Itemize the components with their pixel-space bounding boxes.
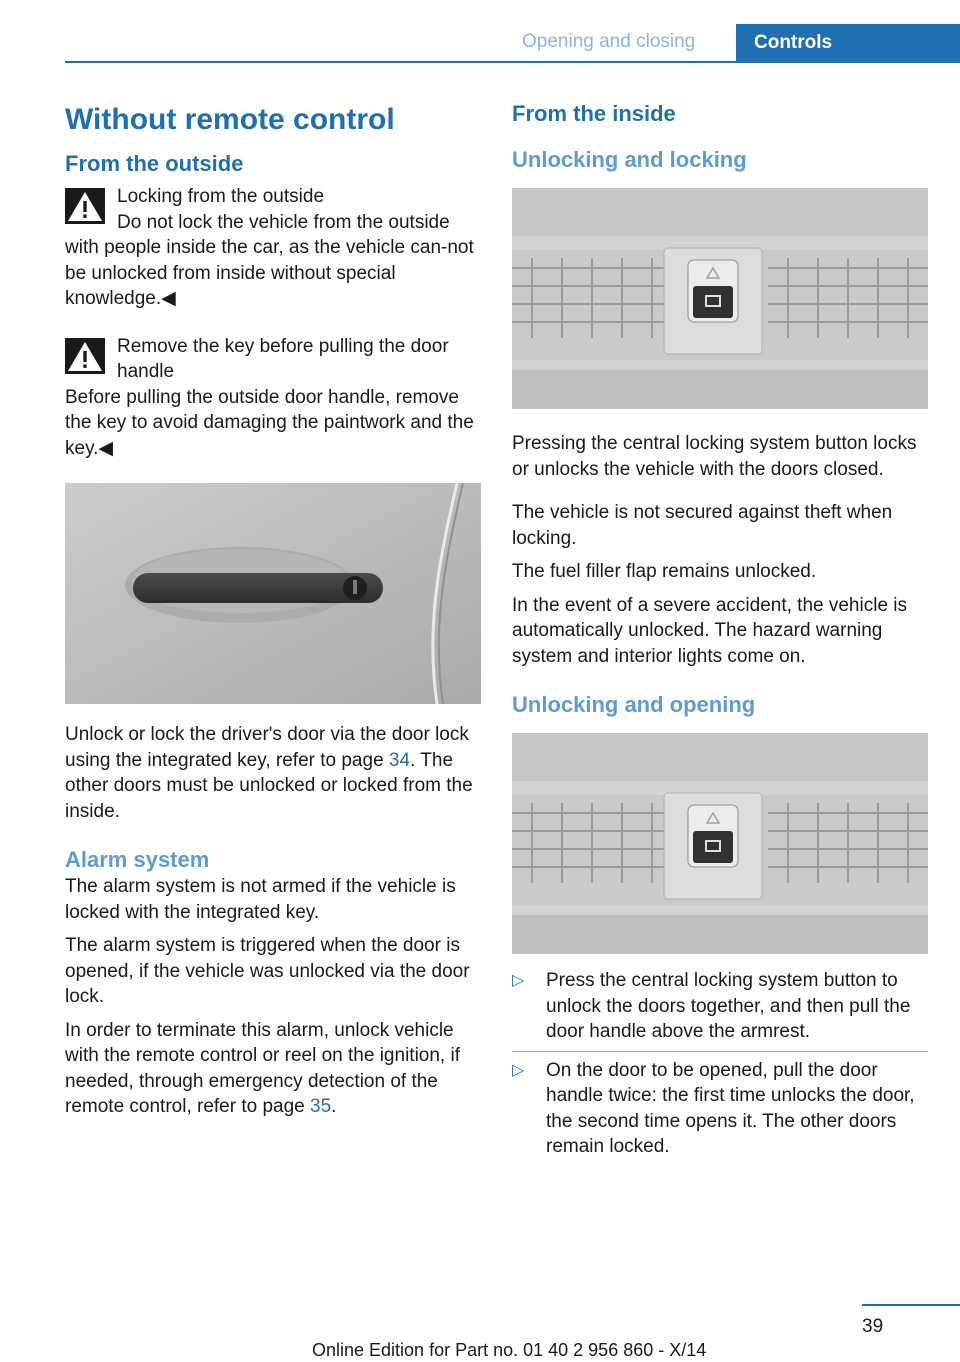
paragraph-text: . The other doors must be unlocked or locked from the inside. bbox=[65, 749, 473, 822]
theft-paragraph: The vehicle is not secured against theft when locking. bbox=[512, 502, 893, 549]
triangle-bullet-icon: ▷ bbox=[512, 972, 525, 989]
alarm-paragraph-3 bbox=[65, 1018, 481, 1120]
alarm-paragraph-2: The alarm system is triggered when the door is opened, if the vehicle was unlocked via the door lock. bbox=[65, 935, 470, 1007]
paragraph-text: Unlock or lock the driver's door via the door lock using the integrated key, refer to page bbox=[65, 724, 469, 771]
central-locking-paragraph: Pressing the central locking system button locks or unlocks the vehicle with the doors closed. bbox=[512, 433, 917, 480]
list-item bbox=[512, 1058, 928, 1160]
warning-triangle-icon bbox=[65, 188, 105, 224]
warning-title: Remove the key before pulling the door handle bbox=[117, 335, 449, 382]
door-lock-paragraph bbox=[65, 722, 481, 824]
warning-triangle-icon bbox=[65, 338, 105, 374]
warning-title: Locking from the outside bbox=[117, 186, 325, 207]
warning-text: with people inside the car, as the vehicle can‐not be unlocked from inside without special knowledge.◀ bbox=[65, 237, 474, 309]
right-column bbox=[512, 100, 928, 1160]
page-header bbox=[0, 0, 960, 62]
paragraph-text: In order to terminate this alarm, unlock vehicle with the remote control or reel on the ignition, if needed, through emergency detection of the remote control, refer to page bbox=[65, 1019, 460, 1117]
warning-block-key bbox=[65, 334, 481, 462]
triangle-bullet-icon: ▷ bbox=[512, 1061, 525, 1079]
header-section-title: Opening and closing bbox=[522, 31, 696, 52]
unlocking-locking-heading: Unlocking and locking bbox=[512, 147, 747, 172]
list-item-text: Press the central locking system button to unlock the doors together, and then pull the door handle above the armrest. bbox=[546, 970, 911, 1042]
central-locking-button-photo bbox=[512, 188, 928, 409]
header-chapter-tab: Controls bbox=[736, 24, 960, 62]
list-item-text: On the door to be opened, pull the door handle twice: the first time unlocks the door, the second time opens it. The other doors remain locked. bbox=[546, 1059, 915, 1157]
central-locking-button-photo bbox=[512, 733, 928, 954]
left-column bbox=[65, 100, 481, 1120]
paragraph-text: . bbox=[331, 1096, 337, 1117]
door-handle-photo bbox=[65, 483, 481, 704]
section-title: Without remote control bbox=[65, 103, 395, 136]
warning-block-locking bbox=[65, 184, 481, 312]
edition-note: Online Edition for Part no. 01 40 2 956 860 - X/14 bbox=[312, 1340, 707, 1360]
page-link-35[interactable]: 35 bbox=[310, 1096, 332, 1117]
alarm-system-heading: Alarm system bbox=[65, 847, 210, 872]
page-number: 39 bbox=[862, 1316, 884, 1337]
fuel-flap-paragraph: The fuel filler flap remains unlocked. bbox=[512, 561, 817, 582]
header-rule bbox=[65, 61, 960, 63]
accident-paragraph: In the event of a severe accident, the vehicle is automatically unlocked. The hazard warning system and interior lights come on. bbox=[512, 594, 908, 667]
warning-text-first-line: Do not lock the vehicle from the outside bbox=[117, 211, 450, 233]
list-item bbox=[512, 968, 928, 1045]
subsection-title: From the outside bbox=[65, 151, 244, 176]
page-link-34[interactable]: 34 bbox=[388, 749, 411, 771]
warning-text: Before pulling the outside door handle, remove the key to avoid damaging the paintwork and the key.◀ bbox=[65, 386, 474, 459]
subsection-title: From the inside bbox=[512, 101, 676, 126]
footer-rule bbox=[862, 1304, 960, 1306]
unlocking-opening-heading: Unlocking and opening bbox=[512, 692, 756, 717]
alarm-paragraph-1: The alarm system is not armed if the vehicle is locked with the integrated key. bbox=[65, 876, 456, 923]
